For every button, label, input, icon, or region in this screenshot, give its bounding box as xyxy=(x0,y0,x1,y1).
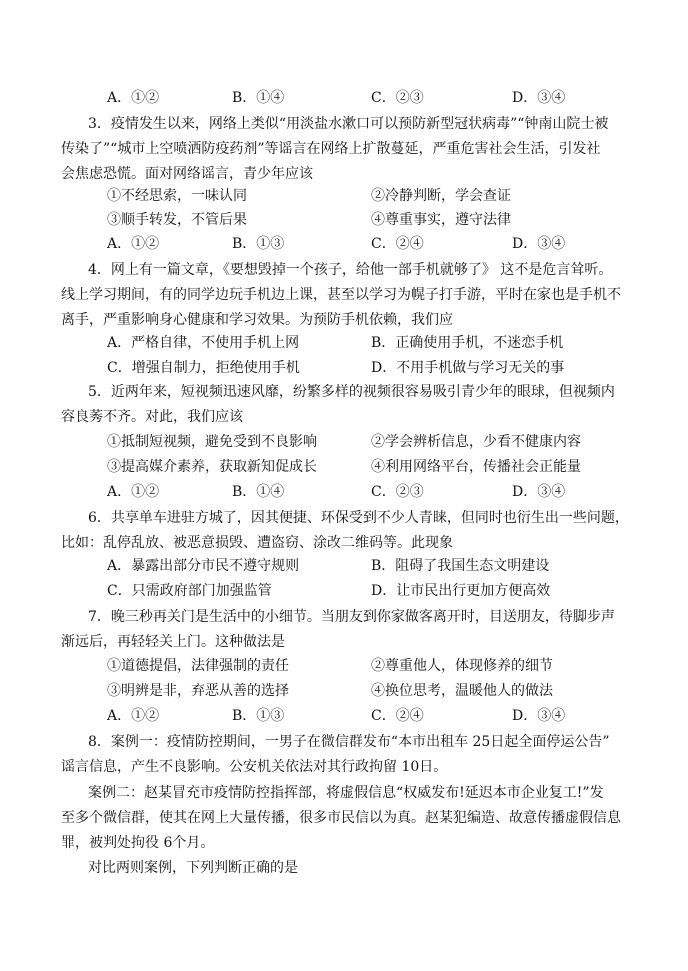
q2-option-b[interactable]: B．①④ xyxy=(232,90,285,106)
q4-options-row-2 xyxy=(0,358,688,378)
q3-option-d[interactable]: D．③④ xyxy=(512,236,566,252)
q7-option-b[interactable]: B．①③ xyxy=(232,708,285,724)
q5-stem-line-2: 容良莠不齐。对此，我们应该 xyxy=(61,409,243,425)
q7-option-d[interactable]: D．③④ xyxy=(512,708,566,724)
q7-items-row-1 xyxy=(0,656,688,676)
q2-options xyxy=(0,88,688,108)
q3-stem-line-2: 传染了”“城市上空喷洒防疫药剂”等谣言在网络上扩散蔓延，严重危害社会生活，引发社 xyxy=(61,141,601,157)
q7-item-4: ④换位思考，温暖他人的做法 xyxy=(371,683,553,699)
q8-case1-line-1: 8．案例一：疫情防控期间，一男子在微信群发布“本市出租车 25日起全面停运公告” xyxy=(88,734,610,750)
q4-option-b[interactable]: B．正确使用手机，不迷恋手机 xyxy=(371,335,564,351)
q5-option-a[interactable]: A．①② xyxy=(107,484,160,500)
q8-case1-line-2: 谣言信息，产生不良影响。公安机关依法对其行政拘留 10日。 xyxy=(61,759,448,775)
q6-option-c[interactable]: C．只需政府部门加强监管 xyxy=(107,583,272,599)
q3-items-row-2 xyxy=(0,210,688,230)
q7-item-1: ①道德提倡，法律强制的责任 xyxy=(107,658,289,674)
q2-option-a[interactable]: A．①② xyxy=(107,90,160,106)
q5-items-row-1 xyxy=(0,432,688,452)
q3-item-3: ③顺手转发，不管后果 xyxy=(107,212,247,228)
q6-options-row-2 xyxy=(0,581,688,601)
q4-stem-line-3: 离手，严重影响身心健康和学习效果。为预防手机依赖，我们应 xyxy=(61,312,453,328)
q7-stem-line-2: 渐远后，再轻轻关上门。这种做法是 xyxy=(61,634,285,650)
q5-option-b[interactable]: B．①④ xyxy=(232,484,285,500)
q6-option-a[interactable]: A．暴露出部分市民不遵守规则 xyxy=(107,558,300,574)
q4-stem-line-1: 4．网上有一篇文章，《要想毁掉一个孩子，给他一部手机就够了》 这不是危言耸听。 xyxy=(88,262,613,278)
q5-item-3: ③提高媒介素养，获取新知促成长 xyxy=(107,459,317,475)
q4-option-a[interactable]: A．严格自律，不使用手机上网 xyxy=(107,335,300,351)
q2-option-d[interactable]: D．③④ xyxy=(512,90,566,106)
q5-options xyxy=(0,482,688,502)
q5-items-row-2 xyxy=(0,457,688,477)
q5-stem-line-1: 5．近两年来，短视频迅速风靡，纷繁多样的视频很容易吸引青少年的眼球，但视频内 xyxy=(88,384,615,400)
q3-items-row-1 xyxy=(0,186,688,206)
q3-option-c[interactable]: C．②④ xyxy=(371,236,424,252)
q5-option-c[interactable]: C．②③ xyxy=(371,484,424,500)
q8-case2-line-1: 案例二：赵某冒充市疫情防控指挥部，将虚假信息“权威发布!延迟本市企业复工!”发 xyxy=(88,785,604,801)
q3-stem-line-3: 会焦虑恐慌。面对网络谣言，青少年应该 xyxy=(61,166,313,182)
q8-case2-line-2: 至多个微信群，使其在网上大量传播，很多市民信以为真。赵某犯编造、故意传播虚假信息 xyxy=(61,810,621,826)
q4-option-c[interactable]: C．增强自制力，拒绝使用手机 xyxy=(107,360,300,376)
q4-options-row-1 xyxy=(0,333,688,353)
q3-item-2: ②冷静判断，学会查证 xyxy=(371,188,511,204)
q5-item-2: ②学会辨析信息，少看不健康内容 xyxy=(371,434,581,450)
q8-case2-line-3: 罪，被判处拘役 6个月。 xyxy=(61,835,215,851)
q6-stem-line-1: 6．共享单车进驻方城了，因其便捷、环保受到不少人青睐，但同时也衍生出一些问题， xyxy=(88,510,629,526)
q8-question: 对比两则案例，下列判断正确的是 xyxy=(88,860,298,876)
q6-stem-line-2: 比如：乱停乱放、被恶意损毁、遭盗窃、涂改二维码等。此现象 xyxy=(61,535,453,551)
q5-item-4: ④利用网络平台，传播社会正能量 xyxy=(371,459,581,475)
q7-item-2: ②尊重他人，体现修养的细节 xyxy=(371,658,553,674)
q5-item-1: ①抵制短视频，避免受到不良影响 xyxy=(107,434,317,450)
q4-option-d[interactable]: D．不用手机做与学习无关的事 xyxy=(371,360,565,376)
q3-options xyxy=(0,234,688,254)
q7-item-3: ③明辨是非，弃恶从善的选择 xyxy=(107,683,289,699)
q6-option-b[interactable]: B．阻碍了我国生态文明建设 xyxy=(371,558,550,574)
q7-option-a[interactable]: A．①② xyxy=(107,708,160,724)
q3-item-1: ①不经思索，一味认同 xyxy=(107,188,247,204)
q5-option-d[interactable]: D．③④ xyxy=(512,484,566,500)
q3-option-a[interactable]: A．①② xyxy=(107,236,160,252)
q7-items-row-2 xyxy=(0,681,688,701)
q3-option-b[interactable]: B．①③ xyxy=(232,236,285,252)
q7-options xyxy=(0,706,688,726)
q3-stem-line-1: 3．疫情发生以来，网络上类似“用淡盐水漱口可以预防新型冠状病毒”“钟南山院士被 xyxy=(88,116,609,132)
q4-stem-line-2: 线上学习期间，有的同学边玩手机边上课，甚至以学习为幌子打手游，平时在家也是手机不 xyxy=(61,287,621,303)
q6-options-row-1 xyxy=(0,556,688,576)
q3-item-4: ④尊重事实，遵守法律 xyxy=(371,212,511,228)
q6-option-d[interactable]: D．让市民出行更加方便高效 xyxy=(371,583,551,599)
q7-option-c[interactable]: C．②④ xyxy=(371,708,424,724)
q2-option-c[interactable]: C．②③ xyxy=(371,90,424,106)
q7-stem-line-1: 7．晚三秒再关门是生活中的小细节。当朋友到你家做客离开时，目送朋友，待脚步声 xyxy=(88,609,615,625)
